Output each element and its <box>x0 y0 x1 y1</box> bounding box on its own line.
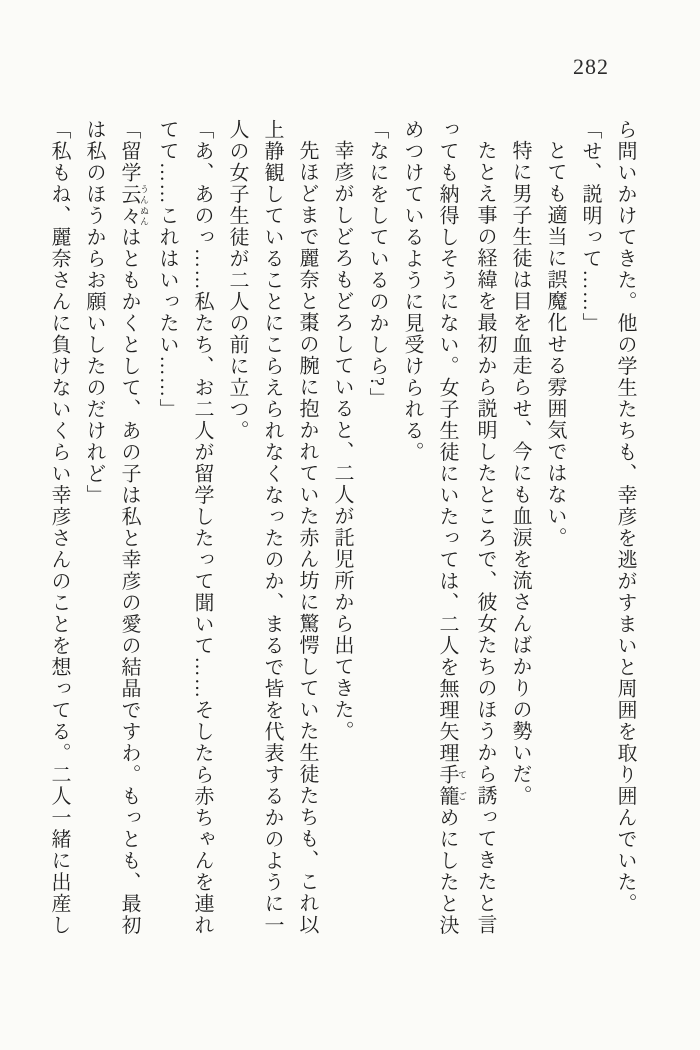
text-column: 「私もね、麗奈さんに負けないくらい幸彦さんのことを想ってる。二人一緒に出産し <box>48 119 70 936</box>
page-number: 282 <box>573 54 609 79</box>
text-column: ら問いかけてきた。他の学生たちも、幸彦を逃がすまいと周囲を取り囲んでいた。 <box>614 119 636 915</box>
text-block <box>41 119 642 981</box>
text-column: 「せ、説明って……」 <box>579 119 601 334</box>
text-column: は私のほうからお願いしたのだけれど」 <box>83 119 105 506</box>
furigana-ruby: 手籠 てご <box>436 764 467 807</box>
text-column: てて……これはいったい……」 <box>156 119 178 420</box>
furigana-ruby: 云々 うんぬん <box>118 183 149 227</box>
text-column: 「留学云々 うんぬんはともかくとして、あの子は私と幸彦の愛の結晶ですわ。もっとも、最初 <box>118 119 149 936</box>
text-column: めつけているように見受けられる。 <box>401 119 423 463</box>
text-column: とても適当に誤魔化せる雰囲気ではない。 <box>544 140 566 549</box>
text-column: 人の女子生徒が二人の前に立つ。 <box>226 119 248 442</box>
text-column: 「あ、あのっ……私たち、お二人が留学したって聞いて……そしたら赤ちゃんを連れ <box>191 119 213 936</box>
text-column: たとえ事の経緯を最初から説明したところで、彼女たちのほうから誘ってきたと言 <box>474 140 496 936</box>
text-column: 特に男子生徒は目を血走らせ、今にも血涙を流さんばかりの勢いだ。 <box>509 140 531 807</box>
text-column: 「なにをしているのかしら?」 <box>366 119 388 409</box>
text-column: 幸彦がしどろもどろしていると、二人が託児所から出てきた。 <box>331 140 353 742</box>
text-column: 先ほどまで麗奈と棗の腕に抱かれていた赤ん坊に驚愕していた生徒たちも、これ以 <box>296 140 318 936</box>
text-column: 上静観していることにこらえられなくなったのか、まるで皆を代表するかのように一 <box>261 119 283 936</box>
text-column: っても納得しそうにない。女子生徒にいたっては、二人を無理矢理手籠 てごめにしたと決 <box>436 119 467 936</box>
